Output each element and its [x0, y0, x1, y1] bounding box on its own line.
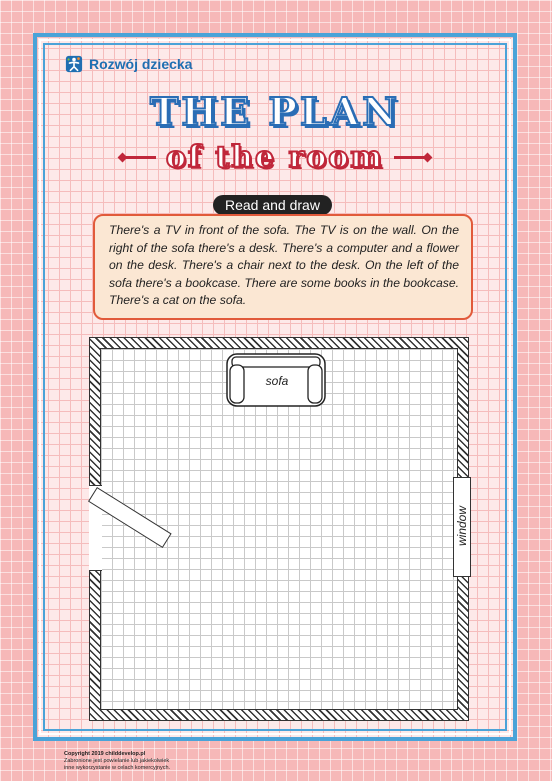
worksheet-frame — [33, 33, 517, 741]
subtitle-row — [77, 140, 473, 175]
window-label: window — [455, 505, 469, 547]
copyright-line-3: inne wykorzystanie w celach komercyjnych. — [64, 765, 171, 771]
copyright-line-2: Zabronione jest powielanie lub jakiekolwiek — [64, 758, 170, 764]
copyright-notice — [64, 751, 170, 772]
instruction-label: Read and draw — [213, 195, 332, 215]
page-title: THE PLAN — [150, 89, 400, 134]
subtitle-rule-left — [122, 156, 156, 159]
page-subtitle: of the room — [165, 140, 385, 175]
brand-logo-icon — [65, 55, 83, 73]
brand-name: Rozwój dziecka — [89, 56, 193, 72]
sofa-label: sofa — [265, 374, 289, 388]
subtitle-rule-right — [394, 156, 428, 159]
copyright-line-1: Copyright 2019 childdevelop.pl — [64, 751, 146, 757]
brand — [65, 55, 192, 73]
description-box: There's a TV in front of the sofa. The TV is on the wall. On the right of the sofa there's a desk. There's a computer and a flower on the desk. There's a chair next to the desk. On the left of the sofa there's a bookcase. There are some books in the bookcase. There's a cat on the sofa. — [93, 214, 473, 320]
